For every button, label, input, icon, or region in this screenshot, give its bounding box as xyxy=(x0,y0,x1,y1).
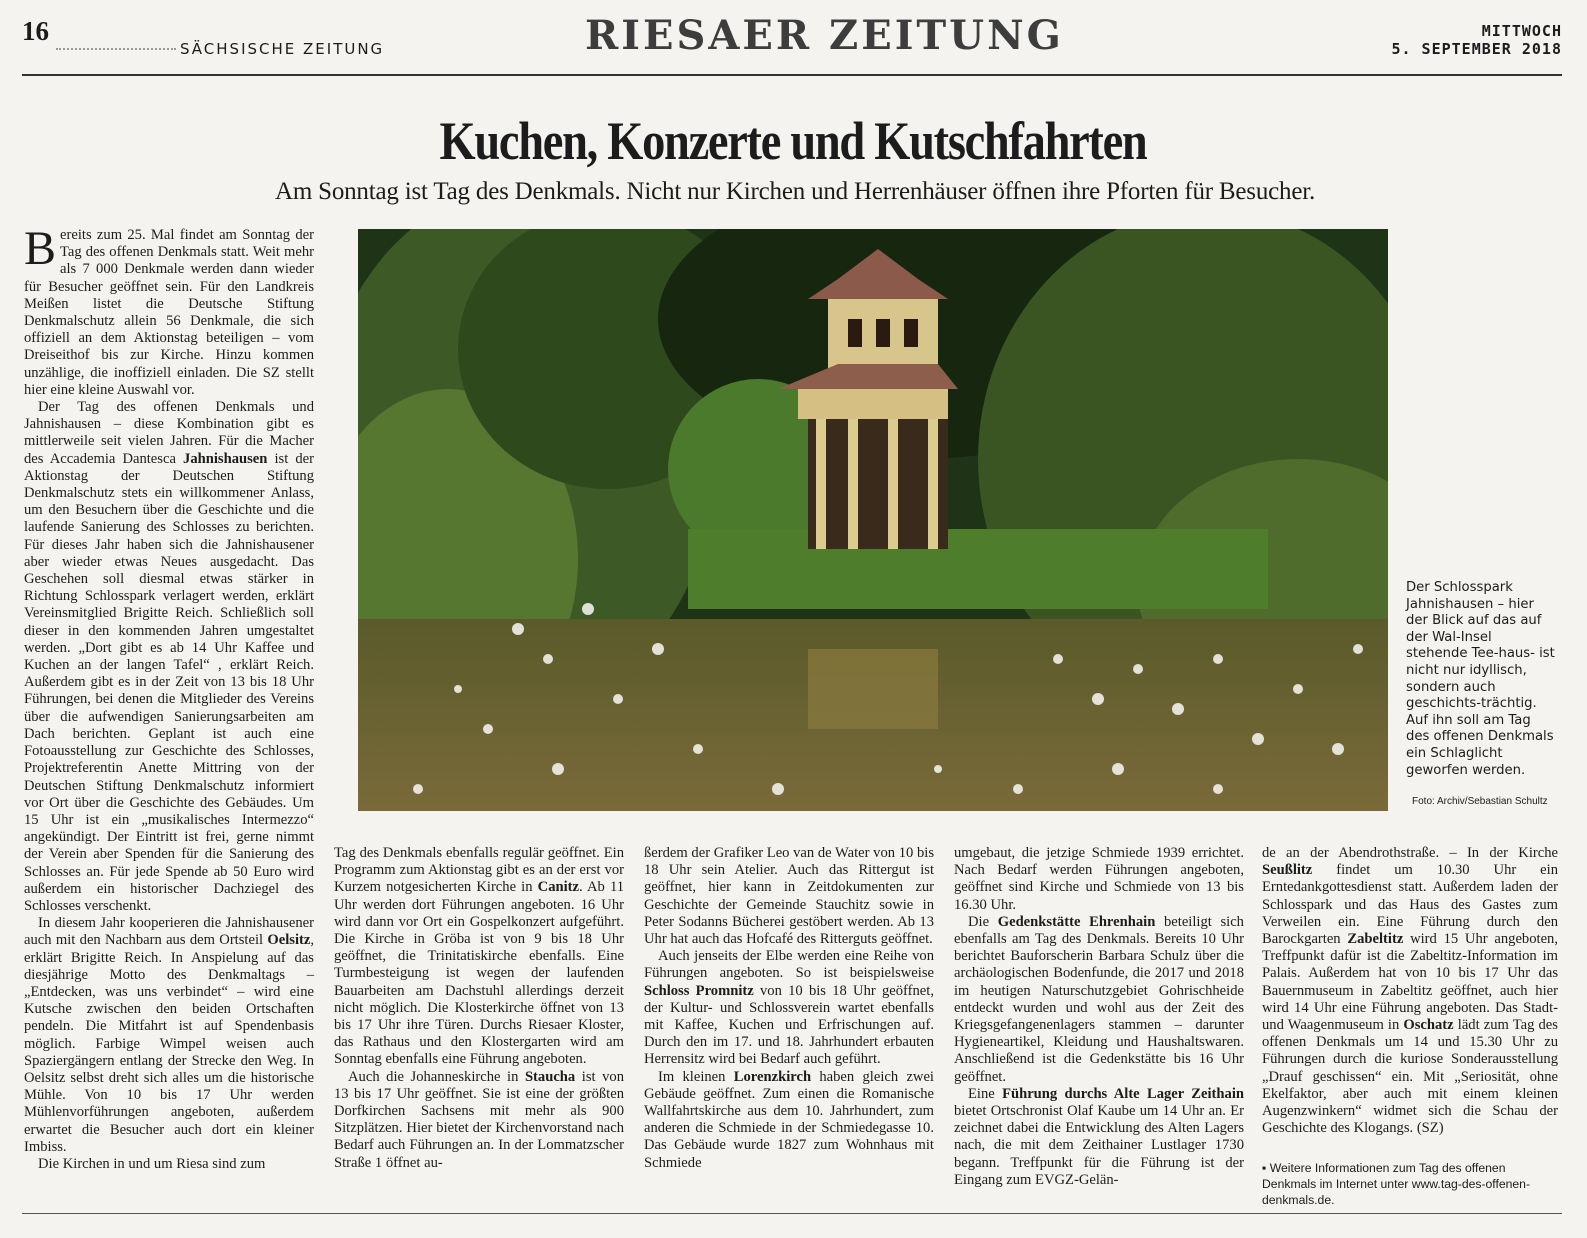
paragraph: umgebaut, die jetzige Schmiede 1939 errichtet. Nach Bedarf werden Führungen angeboten, geöffnet sind Kirche und Schmiede von 13 bis 16.30 Uhr. xyxy=(954,845,1244,913)
paper-name: SÄCHSISCHE ZEITUNG xyxy=(180,40,385,58)
text: Auch die Johanneskirche in xyxy=(348,1068,519,1085)
paragraph xyxy=(334,1069,624,1172)
article-column-4 xyxy=(954,845,1244,1189)
article-column-3 xyxy=(644,845,934,1172)
text: beteiligt sich ebenfalls am Tag des Denkmals. Bereits 10 Uhr berichtet Bauforscherin Barbara Schulz über die archäologischen Bodenfunde, die 2017 und 2018 im heutigen Naturschutzgebiet Gohrischheide entdeckt wurden und wohl aus der Zeit des Kriegsgefangenenlagers stammen – darunter Hygieneartikel, Kleidung und Haushaltswaren. Anschließend ist die Gedenkstätte bis 16 Uhr geöffnet. xyxy=(954,913,1244,1085)
paragraph xyxy=(334,845,624,1069)
article-column-2 xyxy=(334,845,624,1172)
paragraph xyxy=(954,1086,1244,1189)
text: Tag des Denkmals ebenfalls regulär geöffnet. Ein Programm zum Aktionstag gibt es an der erst vor Kurzem notgesicherten Kirche in xyxy=(334,845,624,896)
text: von 10 bis 18 Uhr geöffnet, der Kultur- und Schlossverein wartet ebenfalls mit Kaffee, Kuchen und Erfrischungen auf. Durch den im 17. und 18. Jahrhundert erbauten Herrensitz wird bei Bedarf auch geführt. xyxy=(644,982,934,1068)
text: ist von 13 bis 17 Uhr geöffnet. Sie ist eine der größten Dorfkirchen Sachsens mit mehr als 900 Sitzplätzen. Hier bietet der Kirchenvorstand nach Bedarf auch Führungen an. In der Lommatzscher Straße 1 öffnet au- xyxy=(334,1068,624,1171)
text: lädt zum Tag des offenen Denkmals um 14 und 15.30 Uhr zu Führungen durch die kuriose Sonderausstellung „Drauf geschissen“ ein. Mit „Seriosität, ohne Ekelfaktor, aber auch mit einem kleinen Augenzwinkern“ widmet sich die Schau der Geschichte des Klogangs. (SZ) xyxy=(1262,1017,1558,1137)
dotted-leader xyxy=(56,48,176,50)
masthead-rule xyxy=(22,74,1562,76)
headline: Kuchen, Konzerte und Kutschfahrten xyxy=(439,111,1147,171)
text: Eine xyxy=(968,1085,995,1102)
text: Auch jenseits der Elbe werden eine Reihe von Führungen angeboten. So ist beispielsweise xyxy=(644,948,934,982)
masthead xyxy=(22,10,1562,72)
place-name: Seußlitz xyxy=(1262,862,1313,879)
text: de an der Abendrothstraße. – In der Kirche xyxy=(1262,845,1558,861)
drop-cap: B xyxy=(24,222,57,275)
place-name: Canitz xyxy=(537,879,580,896)
text: bietet Ortschronist Olaf Kaube um 14 Uhr an. Er zeichnet dabei die Entwicklung des Alten Lagers nach, die mit dem Zeithainer Lustlager 1730 begann. Treffpunkt für die Führung ist der Eingang zum EVGZ-Gelän- xyxy=(954,1103,1244,1188)
photo-caption: Der Schlosspark Jahnishausen – hier der Blick auf das auf der Wal-Insel stehende Tee-haus- ist nicht nur idyllisch, sondern auch geschichts-trächtig. Auf ihn soll am Tag des offenen Denkmals ein Schlaglicht geworfen werden. xyxy=(1406,580,1555,778)
text: Im kleinen xyxy=(658,1068,726,1085)
text: ist der Aktionstag der Deutschen Stiftung Denkmalschutz stets ein willkommener Anlass, um den Besuchern über die Geschichte und die laufende Sanierung des Schlosses zu berichten. Für dieses Jahr haben sich die Jahnishausener aber wieder etwas Neues ausgedacht. Das Geschehen soll diesmal etwas stärker in Richtung Schlosspark verlagert werden, erklärt Vereinsmitglied Brigitte Reich. Schließlich soll dieser in den kommenden Jahren umgestaltet werden. „Dort gibt es ab 14 Uhr Kaffee und Kuchen an der langen Tafel“ , erklärt Reich. Außerdem gibt es in der Zeit von 13 bis 18 Uhr Führungen, bei denen die Mitglieder des Vereins über die aufwendigen Sanierungsarbeiten am Dach berichten. Geplant ist auch eine Fotoausstellung zur Geschichte des Schlosses, Projektreferentin Anette Mittring von der Deutschen Stiftung Denkmalschutz informiert vor Ort über die Geschichte des Gebäudes. Um 15 Uhr ist ein „musikalisches Intermezzo“ angekündigt. Der Eintritt ist frei, gerne nimmt der Verein aber Spenden für die Sanierung des Schlosses an. Für jede Spende ab 50 Euro wird außerdem ein historischer Dachziegel des Schlosses verschenkt. xyxy=(24,450,315,914)
text: wird 15 Uhr angeboten, Treffpunkt dafür ist die Zabeltitz-Information im Palais. Außerdem hat von 10 bis 17 Uhr das Bauernmuseum in Zabeltitz geöffnet, auch hier wird 14 Uhr eine Führung angeboten. Das Stadt- und Waagenmuseum in xyxy=(1262,931,1559,1034)
weekday: MITTWOCH xyxy=(1481,22,1562,40)
text: . Ab 11 Uhr werden dort Führungen angeboten. 16 Uhr wird dann vor Ort ein Gospelkonzert aufgeführt. Die Kirche in Gröba ist von 9 bis 18 Uhr geöffnet, die Trinitatiskirche ebenfalls. Eine Turmbesteigung ist wegen der laufenden Bauarbeiten am Dachstuhl allerdings derzeit nicht möglich. Die Klosterkirche öffnet von 13 bis 17 Uhr ihre Türen. Durchs Riesaer Kloster, das Rathaus und den Klostergarten wird am Sonntag ebenfalls eine Führung angeboten. xyxy=(334,879,624,1068)
paragraph xyxy=(644,948,934,1068)
paragraph-text: ereits zum 25. Mal findet am Sonntag der Tag des offenen Denkmals statt. Weit mehr als 7 000 Denkmale werden dann wieder für Besucher geöffnet sein. Für den Landkreis Meißen listet die Deutsche Stiftung Denkmalschutz allein 56 Denkmale, die sich offiziell an dem Aktionstag beteiligen – vom Dreiseithof bis zur Kirche. Hinzu kommen unzählige, die inoffiziell einladen. Die SZ stellt hier eine kleine Auswahl vor. xyxy=(24,227,314,398)
place-name: Staucha xyxy=(524,1068,576,1085)
place-name: Oschatz xyxy=(1403,1017,1454,1034)
paragraph xyxy=(24,222,314,399)
text: , erklärt Brigitte Reich. In Anspielung auf das diesjährige Motto des Denkmaltags – „Entdecken, was uns verbindet“ – wird eine Kutsche zwischen den beiden Ortschaften pendeln. Die Mitfahrt ist auf Spendenbasis möglich. Farbige Wimpel weisen auch Spaziergängern entlang der Strecke den Weg. In Oelsitz selbst dreht sich alles um die historische Mühle. Von 10 bis 17 Uhr werden Mühlenvorführungen angeboten, außerdem erwartet die Besucher auch dort ein kleiner Imbiss. xyxy=(24,932,315,1155)
paragraph xyxy=(954,914,1244,1086)
info-note: ▪ Weitere Informationen zum Tag des offenen Denkmals im Internet unter www.tag-des-offenen-denkmals.de. xyxy=(1262,1161,1531,1207)
paragraph xyxy=(1262,845,1558,1137)
photo-credit: Foto: Archiv/Sebastian Schultz xyxy=(1412,796,1548,807)
date-block xyxy=(1391,22,1562,58)
place-name: Führung durchs Alte Lager Zeithain xyxy=(1002,1085,1244,1102)
paragraph: ßerdem der Grafiker Leo van de Water von 10 bis 18 Uhr sein Atelier. Auch das Rittergut ist geöffnet, hier kann in Zeitdokumenten zur Geschichte der Gemeinde Stauchitz sowie in Peter Sodanns Bücherei gestöbert werden. Ab 13 Uhr hat auch das Hofcafé des Ritterguts geöffnet. xyxy=(644,845,934,948)
article-column-5 xyxy=(1262,845,1558,1137)
text: haben gleich zwei Gebäude geöffnet. Zum einen die Romanische Wallfahrtskirche aus dem 10. Jahrhundert, zum anderen die Schmiede in der Schmiedegasse 10. Das Gebäude wurde 1827 zum Wohnhaus mit Schmiede xyxy=(644,1068,934,1171)
teahouse-photo xyxy=(358,229,1388,811)
local-edition-title: RIESAER ZEITUNG xyxy=(585,12,1064,59)
bottom-rule xyxy=(22,1213,1562,1214)
place-name: Gedenkstätte Ehrenhain xyxy=(997,913,1156,930)
text: Der Tag des offenen Denkmals und Jahnishausen – diese Kombination gibt es mittlerweile seit vielen Jahren. Für die Macher des Accademia Dantesca xyxy=(24,399,314,467)
paragraph xyxy=(24,399,314,915)
paragraph xyxy=(644,1069,934,1172)
page-number: 16 xyxy=(22,16,49,46)
paragraph: Die Kirchen in und um Riesa sind zum xyxy=(38,1155,266,1172)
place-name: Schloss Promnitz xyxy=(644,982,754,999)
subheadline: Am Sonntag ist Tag des Denkmals. Nicht nur Kirchen und Herrenhäuser öffnen ihre Pforten für Besucher. xyxy=(274,178,1316,205)
park-pond-image xyxy=(358,229,1388,811)
place-name: Oelsitz xyxy=(267,932,311,949)
place-name: Zabeltitz xyxy=(1347,931,1404,948)
text: Die xyxy=(968,913,990,930)
date: 5. SEPTEMBER 2018 xyxy=(1391,40,1562,58)
text: findet um 10.30 Uhr ein Erntedankgottesdienst statt. Außerdem laden der Schlosspark und das Haus des Gastes zum Verweilen ein. Eine Führung durch den Barockgarten xyxy=(1262,862,1558,948)
paragraph xyxy=(24,915,314,1156)
text: In diesem Jahr kooperieren die Jahnishausener auch mit den Nachbarn aus dem Ortsteil xyxy=(24,915,314,949)
article-column-1 xyxy=(24,222,315,1173)
place-name: Lorenzkirch xyxy=(733,1068,812,1085)
place-name: Jahnishausen xyxy=(183,450,268,467)
